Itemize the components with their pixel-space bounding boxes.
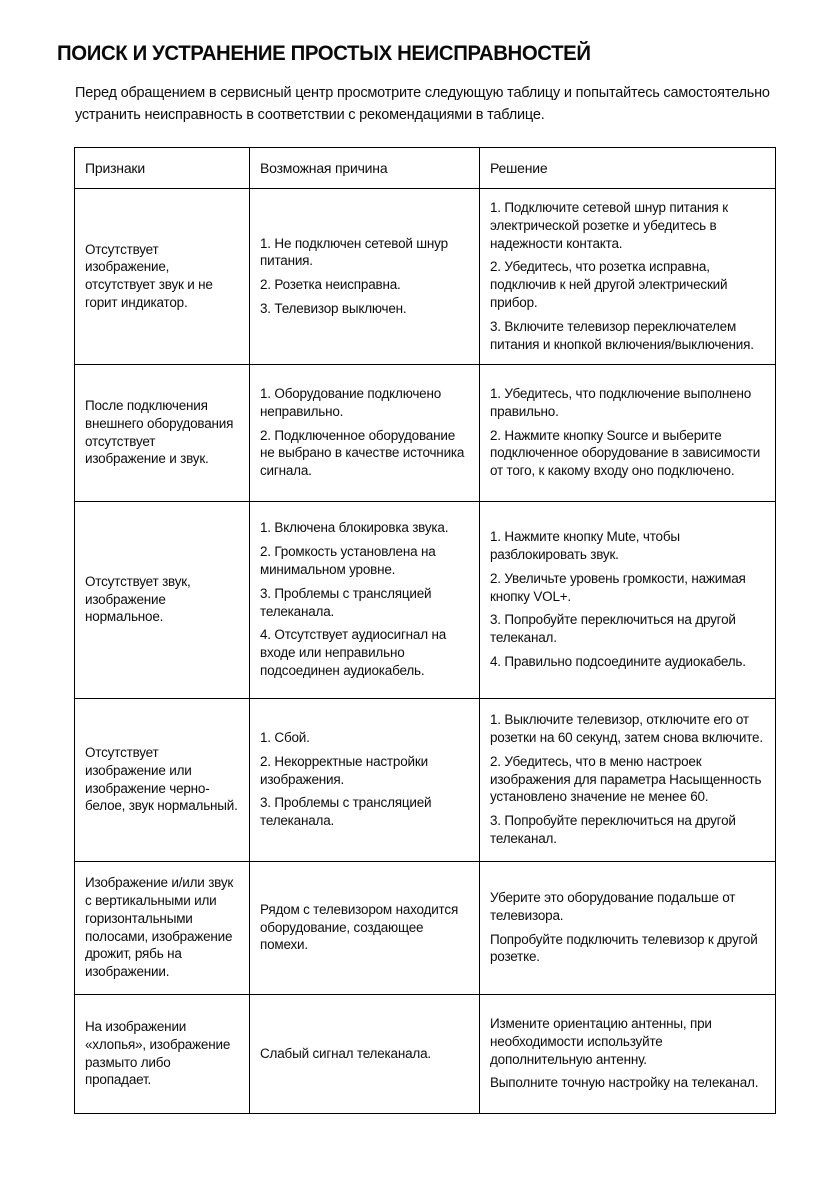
table-header	[75, 148, 776, 189]
symptom-cell	[75, 994, 250, 1113]
solution-cell	[480, 189, 776, 365]
cause-cell	[250, 364, 480, 501]
cell-paragraph: 1. Нажмите кнопку Mute, чтобы разблокировать звук.	[490, 529, 680, 562]
table-row	[75, 698, 776, 861]
cell-paragraph: 2. Нажмите кнопку Source и выберите подключенное оборудование в зависимости от того, к какому входу оно подключено.	[490, 427, 761, 479]
symptom-cell	[75, 698, 250, 861]
cell-paragraph: 1. Включена блокировка звука.	[260, 520, 449, 536]
cause-cell	[250, 501, 480, 698]
page-title: ПОИСК И УСТРАНЕНИЕ ПРОСТЫХ НЕИСПРАВНОСТЕЙ	[57, 42, 591, 65]
symptom-cell	[75, 501, 250, 698]
cause-cell	[250, 189, 480, 365]
solution-cell	[480, 501, 776, 698]
header-solution: Решение	[480, 148, 776, 189]
cell-paragraph: 3. Попробуйте переключиться на другой телеканал.	[490, 813, 736, 847]
cell-paragraph: 3. Телевизор выключен.	[260, 301, 407, 317]
cell-paragraph: Отсутствует звук, изображение нормальное.	[85, 573, 191, 625]
cell-paragraph: 3. Попробуйте переключиться на другой телеканал.	[490, 612, 736, 646]
cell-paragraph: 1. Подключите сетевой шнур питания к электрической розетке и убедитесь в надежности контакта.	[490, 200, 728, 251]
cell-paragraph: 1. Оборудование подключено неправильно.	[260, 385, 442, 419]
header-cause: Возможная причина	[250, 148, 480, 189]
cell-paragraph: 1. Не подключен сетевой шнур питания.	[260, 235, 448, 269]
table-row	[75, 501, 776, 698]
cause-cell	[250, 861, 480, 994]
cell-paragraph: 1. Убедитесь, что подключение выполнено правильно.	[490, 385, 752, 419]
intro-paragraph: Перед обращением в сервисный центр просмотрите следующую таблицу и попытайтесь самостоятельно устранить неисправность в соответствии с рекомендациями в таблице.	[75, 85, 770, 123]
cell-paragraph: 1. Выключите телевизор, отключите его от розетки на 60 секунд, затем снова включите.	[490, 712, 763, 745]
cell-paragraph: Попробуйте подключить телевизор к другой розетке.	[490, 931, 758, 965]
cell-paragraph: 3. Проблемы с трансляцией телеканала.	[260, 585, 432, 619]
symptom-cell	[75, 861, 250, 994]
cell-paragraph: 4. Правильно подсоедините аудиокабель.	[490, 654, 746, 670]
cell-paragraph: 2. Громкость установлена на минимальном уровне.	[260, 544, 436, 577]
table-row	[75, 364, 776, 501]
cause-cell	[250, 698, 480, 861]
solution-cell	[480, 994, 776, 1113]
table-header-row	[75, 148, 776, 189]
cell-paragraph: Слабый сигнал телеканала.	[260, 1045, 431, 1061]
cell-paragraph: Изображение и/или звук с вертикальными или горизонтальными полосами, изображение дрожит, рябь на изображении.	[85, 875, 234, 980]
header-symptoms: Признаки	[75, 148, 250, 189]
cell-paragraph: 2. Розетка неисправна.	[260, 277, 401, 293]
cause-cell	[250, 994, 480, 1113]
cell-paragraph: Измените ориентацию антенны, при необходимости используйте дополнительную антенну.	[490, 1015, 712, 1067]
cell-paragraph: Отсутствует изображение, отсутствует звук и не горит индикатор.	[85, 241, 213, 311]
cell-paragraph: 2. Убедитесь, что розетка исправна, подключив к ней другой электрический прибор.	[490, 259, 728, 311]
cell-paragraph: 3. Проблемы с трансляцией телеканала.	[260, 795, 432, 829]
cell-paragraph: После подключения внешнего оборудования отсутствует изображение и звук.	[85, 397, 234, 467]
cell-paragraph: 2. Подключенное оборудование не выбрано в качестве источника сигнала.	[260, 427, 465, 479]
cell-paragraph: Выполните точную настройку на телеканал.	[490, 1075, 759, 1091]
table-row	[75, 189, 776, 365]
solution-cell	[480, 364, 776, 501]
cell-paragraph: Отсутствует изображение или изображение черно-белое, звук нормальный.	[85, 744, 238, 814]
symptom-cell	[75, 189, 250, 365]
cell-paragraph: Уберите это оборудование подальше от телевизора.	[490, 889, 736, 923]
cell-paragraph: Рядом с телевизором находится оборудование, создающее помехи.	[260, 901, 459, 953]
cell-paragraph: На изображении «хлопья», изображение размыто либо пропадает.	[85, 1018, 231, 1088]
troubleshooting-table	[74, 147, 776, 1114]
cell-paragraph: 3. Включите телевизор переключателем питания и кнопкой включения/выключения.	[490, 318, 754, 352]
symptom-cell	[75, 364, 250, 501]
cell-paragraph: 1. Сбой.	[260, 729, 310, 745]
cell-paragraph: 4. Отсутствует аудиосигнал на входе или неправильно подсоединен аудиокабель.	[260, 627, 447, 678]
cell-paragraph: 2. Некорректные настройки изображения.	[260, 753, 428, 787]
solution-cell	[480, 698, 776, 861]
table-body	[75, 189, 776, 1114]
solution-cell	[480, 861, 776, 994]
table-row	[75, 861, 776, 994]
table-row	[75, 994, 776, 1113]
cell-paragraph: 2. Убедитесь, что в меню настроек изображения для параметра Насыщенность установлено значение не менее 60.	[490, 753, 762, 805]
cell-paragraph: 2. Увеличьте уровень громкости, нажимая кнопку VOL+.	[490, 570, 746, 604]
